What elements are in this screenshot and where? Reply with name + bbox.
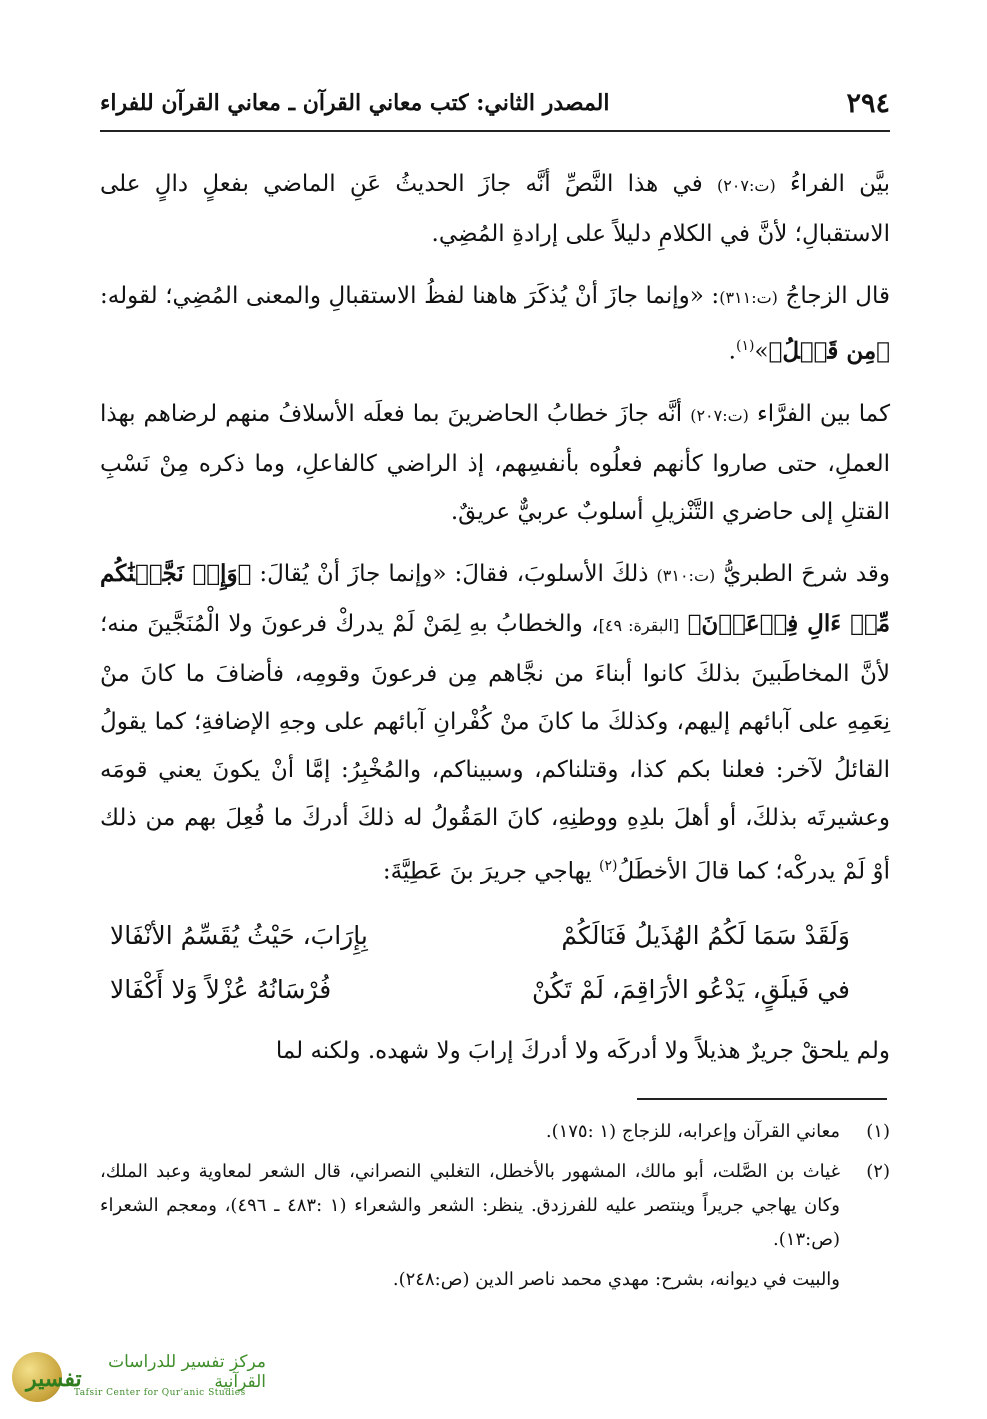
- verse-line: [100, 963, 890, 1017]
- footnote-text: معاني القرآن وإعرابه، للزجاج (١ :١٧٥).: [545, 1121, 840, 1142]
- paragraph-2: [100, 272, 890, 376]
- footnote-marker[interactable]: (٢): [599, 857, 618, 874]
- text-run: يهاجي جريرَ بنَ عَطِيَّةَ:: [382, 858, 592, 885]
- footnote-continuation: والبيت في ديوانه، بشرح: مهدي محمد ناصر الدين (ص:٢٤٨).: [392, 1269, 840, 1290]
- death-date: (ت:٢٠٧): [716, 176, 776, 195]
- page-number: ٢٩٤: [846, 88, 890, 119]
- footnotes: [100, 1115, 890, 1297]
- text-run: في هذا النَّصِّ أنَّه جازَ الحديثُ عَنِ الماضي بفعلٍ دالٍ على الاستقبالِ؛ لأنَّ في الكلامِ دليلاً على إرادةِ المُضِي.: [100, 171, 890, 247]
- paragraph-4: [100, 550, 890, 896]
- quote-text: : «وإنما جازَ أنْ يُذكَرَ هاهنا لفظُ الاستقبالِ والمعنى المُضِي؛ لقوله:: [100, 283, 720, 309]
- verse-ajuz: بِإِرَابَ، حَيْثُ يُقَسِّمُ الأنْفَالا: [110, 921, 368, 951]
- logo-word: تفسير: [26, 1366, 82, 1392]
- verse-ajuz: فُرْسَانُهُ عُزْلاً وَلا أَكْفَالا: [110, 975, 332, 1005]
- running-title: المصدر الثاني: كتب معاني القرآن ـ معاني القرآن للفراء: [100, 90, 610, 116]
- quran-quote: ﴿وَإِذۡ نَجَّيۡنَٰكُم مِّنۡ ءَالِ فِرۡعَوۡنَ﴾: [100, 559, 891, 637]
- running-header: [100, 88, 890, 128]
- text-run: وقد شرحَ الطبريُّ: [723, 560, 891, 587]
- poem: [100, 909, 890, 1017]
- quran-quote: ﴿مِن قَبۡلُ﴾: [768, 337, 890, 365]
- text-run: أنَّه جازَ خطابُ الحاضرينَ بما فعلَه الأسلافُ منهم لرضاهم بهذا العملِ، حتى صاروا كأنهم فعلُوه بأنفسِهم، إذ الراضي كالفاعلِ، وما ذكره مِنْ نَسْبِ القتلِ إلى حاضري التَّنْزيلِ أسلوبٌ عربيٌّ عريقٌ.: [100, 400, 890, 525]
- text-run: بيَّن الفراءُ: [789, 171, 890, 197]
- quote-close: »: [754, 338, 769, 365]
- paragraph-1: [100, 160, 890, 258]
- tafsir-center-logo: [8, 1348, 266, 1410]
- text-run: قال الزجاجُ: [785, 283, 891, 309]
- footnote-number: (٢): [866, 1161, 890, 1182]
- verse-line: [100, 909, 890, 963]
- footnote-text: غياث بن الصَّلت، أبو مالك، المشهور بالأخطل، التغلبي النصراني، قال الشعر لمعاوية وعبد الملك، وكان يهاجي جريراً وينتصر عليه للفرزدق. ينظر: الشعر والشعراء (١ :٤٨٣ ـ ٤٩٦)، ومعجم الشعراء (ص:١٣).: [100, 1161, 840, 1250]
- footnote: [100, 1155, 890, 1257]
- verse-sadr: وَلَقَدْ سَمَا لَكُمُ الهُذَيلُ فَنَالَكُمْ: [561, 921, 850, 951]
- death-date: (ت:٢٠٧): [690, 405, 749, 425]
- quote-text: ذلكَ الأسلوبَ، فقالَ: «وإنما جازَ أنْ يُقالَ:: [259, 560, 649, 587]
- death-date: (ت:٣١١): [719, 288, 778, 307]
- paragraph-3: [100, 390, 890, 536]
- logo-arabic-text: مركز تفسير للدراسات القرآنية: [108, 1352, 266, 1392]
- logo-english-text: Tafsir Center for Qur'anic Studies: [74, 1388, 246, 1398]
- text-run: كما بين الفرَّاء: [756, 400, 891, 427]
- text-run: ، والخطابُ بهِ لِمَنْ لَمْ يدركْ فرعونَ ولا الْمُنَجَّينَ منه؛ لأنَّ المخاطَبينَ بذلكَ كانوا أبناءَ من نجَّاهم مِن فرعونَ وقومِه، فأضافَ ما كانَ منْ نِعَمِهِ على آبائهم إليهم، وكذلكَ ما كانَ منْ كُفْرانِ آبائهم على وجهِ الإضافةِ؛ كما يقولُ القائلُ لآخر: فعلنا بكم كذا، وقتلناكم، وسبيناكم، والمُخْبِرُ: إمَّا أنْ يكونَ يعني قومَه وعشيرتَه بذلكَ، أو أهلَ بلدِهِ ووطنِهِ، كانَ المَقُولُ له ذلكَ أدركَ ما فُعِلَ بهم من ذلك أوْ لَمْ يدركْه؛ كما قالَ الأخطَلُ: [100, 610, 890, 885]
- paragraph-5: ولم يلحقْ جريرٌ هذيلاً ولا أدركَه ولا أدركَ إرابَ ولا شهده. ولكنه لما: [275, 1038, 890, 1065]
- main-text: [100, 160, 890, 1089]
- footnote-rule: [637, 1098, 887, 1100]
- footnote: [100, 1115, 890, 1149]
- footnote-number: (١): [866, 1121, 890, 1142]
- footnote-marker[interactable]: (١): [735, 338, 755, 354]
- header-rule: [100, 130, 890, 132]
- verse-sadr: في فَيلَقٍ، يَدْعُو الأرَاقِمَ، لَمْ تَكُنْ: [531, 975, 850, 1005]
- death-date: (ت:٣١٠): [656, 565, 716, 585]
- surah-reference: [البقرة: ٤٩]: [598, 615, 680, 635]
- text-run: .: [728, 338, 736, 365]
